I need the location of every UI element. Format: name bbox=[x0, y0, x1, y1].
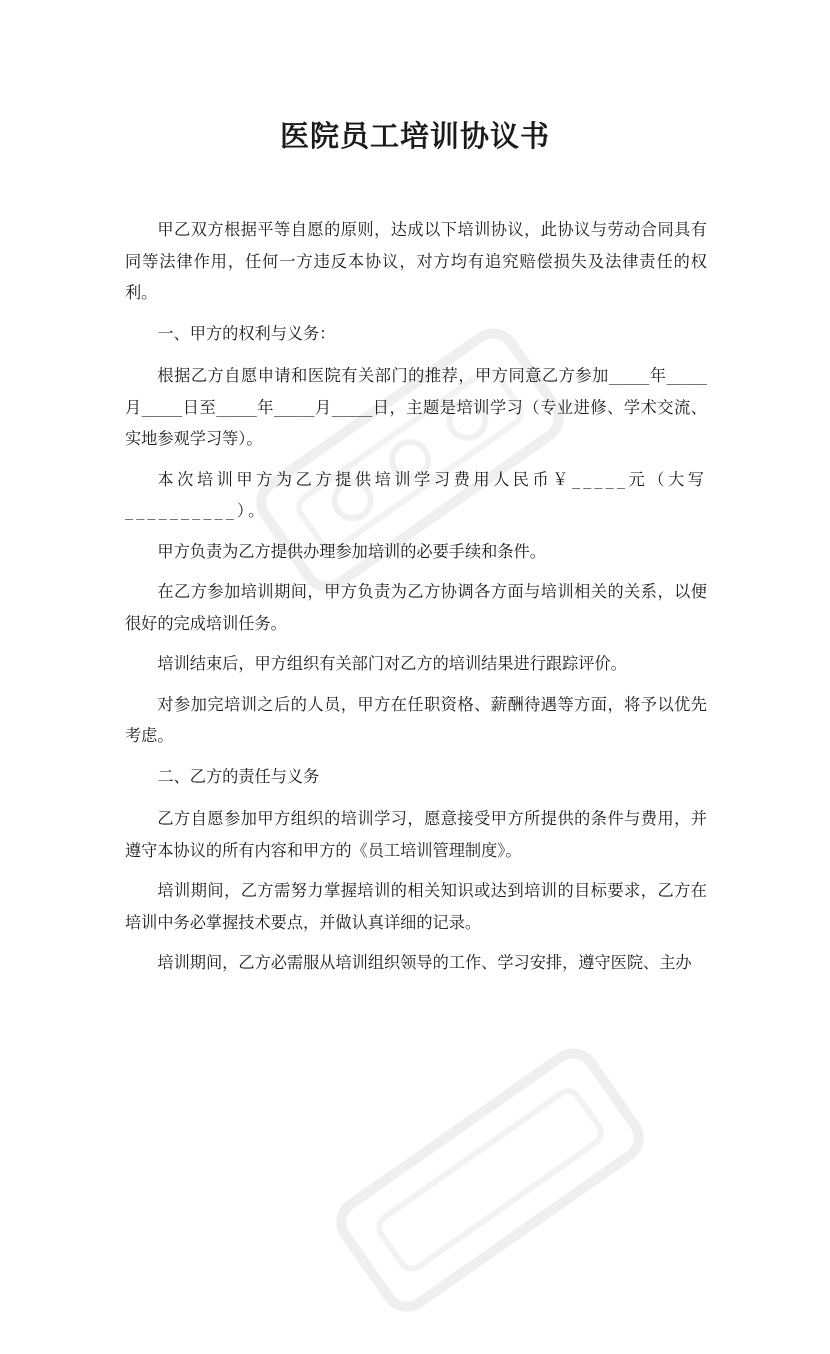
watermark-stamp-bottom-icon bbox=[302, 1006, 679, 1353]
document-body bbox=[125, 214, 707, 988]
paragraph-procedures: 甲方负责为乙方提供办理参加培训的必要手续和条件。 bbox=[157, 541, 546, 561]
paragraph-learning: 培训期间，乙方需努力掌握培训的相关知识或达到培训的目标要求，乙方在培训中务必掌握技术要点，并做认真详细的记录。 bbox=[125, 881, 707, 932]
paragraph-coordination: 在乙方参加培训期间，甲方负责为乙方协调各方面与培训相关的关系，以便很好的完成培训任务。 bbox=[125, 582, 707, 633]
paragraph-training-dates: 根据乙方自愿申请和医院有关部门的推荐，甲方同意乙方参加_____年_____月_____日至_____年_____月_____日，主题是培训学习（专业进修、学术交流、实地参观学习等）。 bbox=[125, 366, 707, 448]
paragraph-priority: 对参加完培训之后的人员，甲方在任职资格、薪酬待遇等方面，将予以优先考虑。 bbox=[125, 694, 707, 745]
document-title: 医院员工培训协议书 bbox=[279, 119, 550, 153]
paragraph-intro: 甲乙双方根据平等自愿的原则，达成以下培训协议，此协议与劳动合同具有同等法律作用，任何一方违反本协议，对方均有追究赔偿损失及法律责任的权利。 bbox=[125, 220, 707, 302]
section-heading-party-a: 一、甲方的权利与义务： bbox=[157, 323, 336, 343]
paragraph-evaluation: 培训结束后，甲方组织有关部门对乙方的培训结果进行跟踪评价。 bbox=[157, 654, 627, 673]
paragraph-training-fee: 本次培训甲方为乙方提供培训学习费用人民币￥_____元（大写__________）。 bbox=[125, 469, 707, 520]
paragraph-obey: 培训期间，乙方必需服从培训组织领导的工作、学习安排，遵守医院、主办 bbox=[157, 953, 692, 972]
section-heading-party-b: 二、乙方的责任与义务 bbox=[157, 766, 320, 786]
paragraph-voluntary: 乙方自愿参加甲方组织的培训学习，愿意接受甲方所提供的条件与费用，并遵守本协议的所有内容和甲方的《员工培训管理制度》。 bbox=[125, 809, 707, 860]
